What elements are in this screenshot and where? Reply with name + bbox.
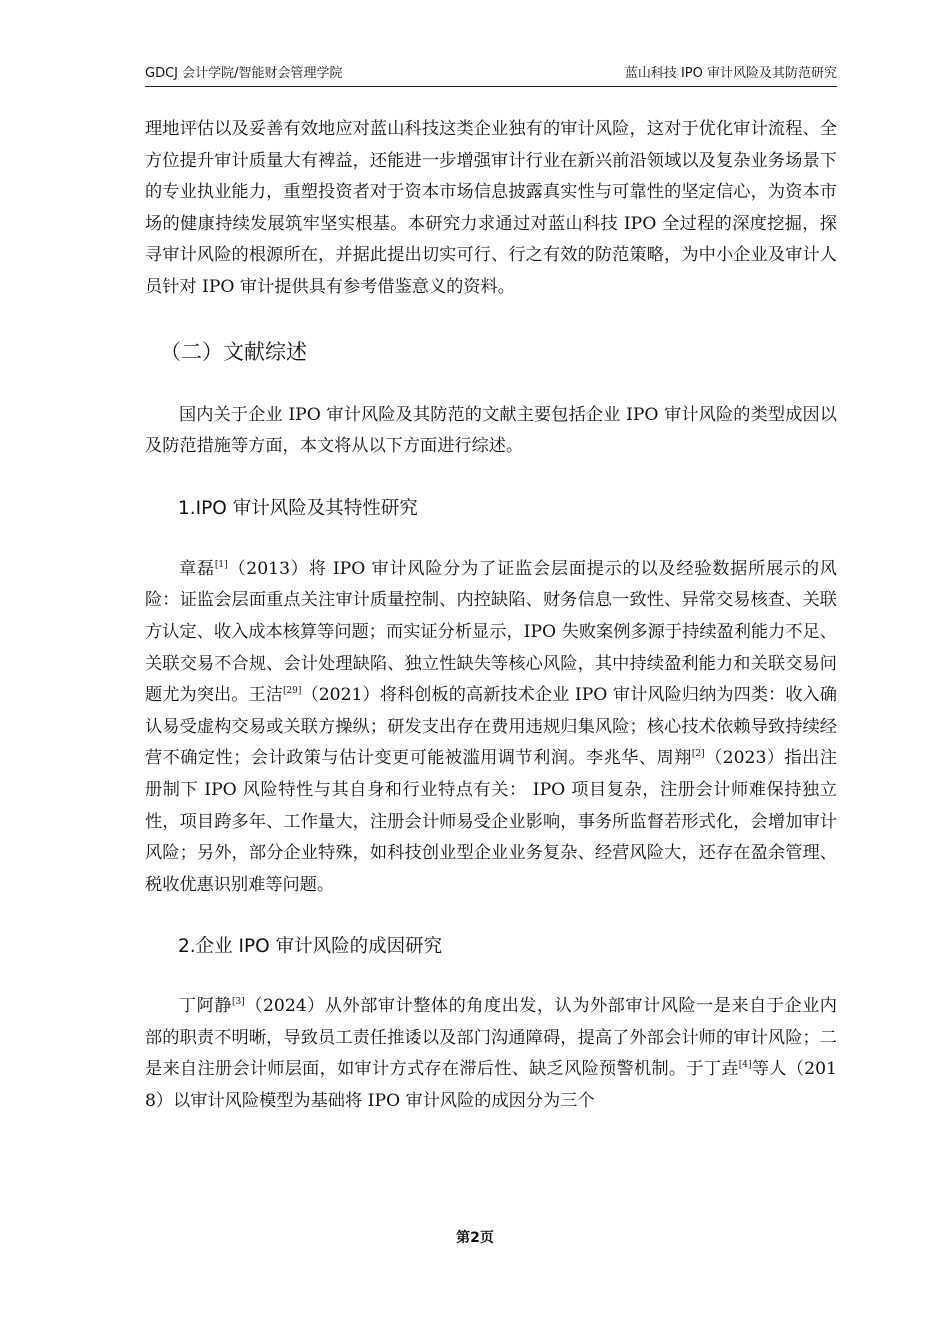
section-heading-literature-review: （二）文献综述 [160, 339, 307, 364]
subsection-heading-1: 1.IPO 审计风险及其特性研究 [178, 497, 418, 519]
header-paper-title: 蓝山科技 IPO 审计风险及其防范研究 [624, 66, 837, 81]
intro-paragraph: 理地评估以及妥善有效地应对蓝山科技这类企业独有的审计风险，这对于优化审计流程、全方位提升审计质量大有裨益，还能进一步增强审计行业在新兴前沿领域以及复杂业务场景下的专业执业能力，重塑投资者对于资本市场信息披露真实性与可靠性的坚定信心，为资本市场的健康持续发展筑牢坚实根基。本研究力求通过对蓝山科技 IPO 全过程的深度挖掘，探寻审计风险的根源所在，并据此提出切实可行、行之有效的防范策略，为中小企业及审计人员针对 IPO 审计提供具有参考借鉴意义的资料。 [145, 119, 837, 297]
author-name: 章磊 [179, 558, 215, 579]
subsection-heading-2: 2.企业 IPO 审计风险的成因研究 [178, 936, 443, 958]
citation-ref: [4] [738, 1060, 752, 1071]
paragraph-text: （2024）从外部审计整体的角度出发，认为外部审计风险一是来自于企业内部的职责不明晰，导致员工责任推诿以及部门沟通障碍，提高了外部会计师的审计风险；二是来自注册会计师层面，如审计方式存在滞后性、缺乏风险预警机制。于丁垚 [145, 996, 837, 1080]
literature-intro-paragraph: 国内关于企业 IPO 审计风险及其防范的文献主要包括企业 IPO 审计风险的类型成因以及防范措施等方面，本文将从以下方面进行综述。 [145, 404, 837, 457]
page-body [145, 114, 837, 1118]
running-header [145, 64, 837, 87]
paragraph-text: （2023）指出注册制下 IPO 风险特性与其自身和行业特点有关： IPO 项目复杂，注册会计师难保持独立性，项目跨多年、工作量大，注册会计师易受企业影响，事务所监督若形式化，会增加审计风险；另外，部分企业特殊，如科技创业型企业业务复杂、经营风险大，还存在盈余管理、税收优惠识别难等问题。 [145, 748, 837, 895]
header-institution: GDCJ 会计学院/智能财会管理学院 [145, 66, 343, 81]
citation-ref: [29] [282, 686, 302, 697]
subsection-2-paragraph [145, 991, 837, 1117]
author-name: 丁阿静 [179, 996, 233, 1017]
citation-ref: [3] [232, 997, 245, 1008]
paragraph-text: 等人（2018）以审计风险模型为基础将 IPO 审计风险的成因分为三个 [145, 1059, 837, 1112]
subsection-1-paragraph [145, 554, 837, 902]
citation-ref: [1] [214, 559, 228, 570]
page-number: 第2页 [456, 1230, 494, 1246]
paragraph-text: （2021）将科创板的高新技术企业 IPO 审计风险归纳为四类：收入确认易受虚构交易或关联方操纵；研发支出存在费用违规归集风险；核心技术依赖导致持续经营不确定性；会计政策与估计变更可能被滥用调节利润。李兆华、周翔 [145, 685, 837, 769]
paragraph-text: （2013）将 IPO 审计风险分为了证监会层面提示的以及经验数据所展示的风险：证监会层面重点关注审计质量控制、内控缺陷、财务信息一致性、异常交易核查、关联方认定、收入成本核算等问题；而实证分析显示，IPO 失败案例多源于持续盈利能力不足、关联交易不合规、会计处理缺陷、独立性缺失等核心风险，其中持续盈利能力和关联交易问题尤为突出。王洁 [145, 558, 837, 706]
citation-ref: [2] [691, 749, 705, 760]
